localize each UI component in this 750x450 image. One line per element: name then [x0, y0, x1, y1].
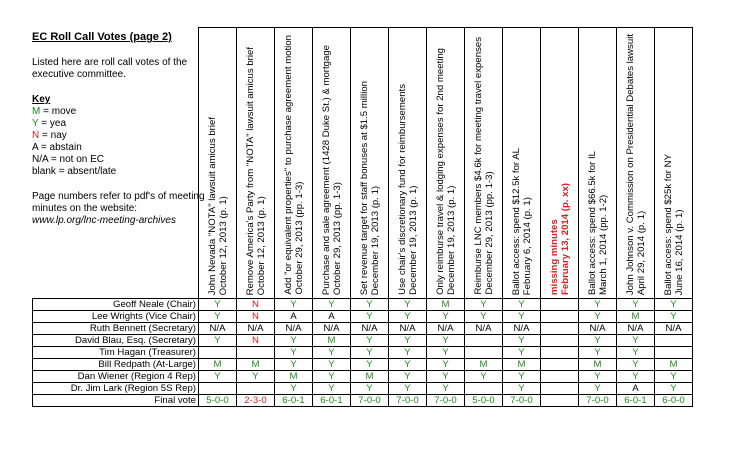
- vote-header: [617, 28, 655, 299]
- vote-cell: Y: [503, 311, 541, 323]
- vote-cell: Y: [389, 359, 427, 371]
- vote-cell: [199, 347, 237, 359]
- vote-title: [435, 46, 457, 295]
- vote-cell: N/A: [275, 323, 313, 335]
- vote-cell: [237, 347, 275, 359]
- vote-description: Only reimburse travel & lodging expenses for 2nd meeting: [434, 48, 446, 295]
- vote-description: Remove America's Party from "NOTA" lawsuit amicus brief: [244, 46, 256, 295]
- vote-title: [473, 35, 495, 295]
- vote-cell: Y: [313, 371, 351, 383]
- vote-header: [199, 28, 237, 299]
- vote-cell: [655, 347, 693, 359]
- vote-cell: Y: [579, 299, 617, 311]
- vote-cell: [541, 383, 579, 395]
- vote-cell: Y: [389, 299, 427, 311]
- vote-header: [351, 28, 389, 299]
- vote-cell: N/A: [655, 323, 693, 335]
- vote-cell: Y: [655, 299, 693, 311]
- vote-description: Ballot access: spend $12.5k for AL: [510, 147, 522, 295]
- vote-cell: Y: [389, 311, 427, 323]
- member-row: [33, 311, 693, 323]
- roll-call-table: [32, 27, 693, 407]
- key-meaning: yea: [49, 118, 67, 129]
- vote-cell: M: [655, 359, 693, 371]
- vote-cell: Y: [503, 383, 541, 395]
- key-symbol: Y: [32, 118, 39, 129]
- vote-cell: [541, 359, 579, 371]
- vote-title: [283, 33, 305, 295]
- vote-cell: Y: [351, 359, 389, 371]
- member-name: Bill Redpath (At-Large): [33, 359, 199, 371]
- member-row: [33, 347, 693, 359]
- vote-cell: Y: [199, 335, 237, 347]
- vote-date: December 29, 2013 (pp. 1-3): [483, 171, 495, 295]
- vote-cell: M: [617, 311, 655, 323]
- vote-date: April 29, 2014 (p. 1): [635, 210, 647, 295]
- vote-cell: Y: [465, 371, 503, 383]
- vote-title: [549, 181, 571, 295]
- vote-cell: Y: [199, 299, 237, 311]
- key-meaning: move: [51, 106, 77, 117]
- final-vote-tally: 5-0-0: [465, 395, 503, 407]
- vote-cell: Y: [389, 335, 427, 347]
- vote-description: Use chair's discretionary fund for reimbursements: [396, 84, 408, 295]
- member-row: [33, 371, 693, 383]
- vote-description: missing minutes: [548, 219, 560, 295]
- header-spacer: [33, 28, 199, 299]
- vote-cell: Y: [503, 347, 541, 359]
- key-meaning: nay: [50, 130, 67, 141]
- vote-header: [237, 28, 275, 299]
- header-row: [33, 28, 693, 299]
- vote-cell: Y: [351, 347, 389, 359]
- page-title: EC Roll Call Votes (page 2): [32, 31, 172, 43]
- vote-title: [207, 115, 229, 295]
- vote-cell: Y: [313, 299, 351, 311]
- vote-date: December 19, 2013 (p. 1): [407, 185, 419, 295]
- vote-cell: A: [313, 311, 351, 323]
- final-vote-tally: 6-0-0: [655, 395, 693, 407]
- vote-cell: [199, 383, 237, 395]
- vote-cell: Y: [427, 347, 465, 359]
- vote-cell: Y: [503, 371, 541, 383]
- final-vote-tally: 7-0-0: [503, 395, 541, 407]
- vote-date: October 12, 2013 (p. 1): [255, 195, 267, 295]
- vote-cell: A: [275, 311, 313, 323]
- vote-cell: N/A: [617, 323, 655, 335]
- vote-cell: Y: [313, 383, 351, 395]
- member-name: Tim Hagan (Treasurer): [33, 347, 199, 359]
- vote-cell: Y: [199, 371, 237, 383]
- vote-cell: M: [275, 371, 313, 383]
- vote-cell: [655, 335, 693, 347]
- vote-cell: Y: [617, 371, 655, 383]
- vote-cell: N/A: [427, 323, 465, 335]
- final-vote-tally: 6-0-1: [275, 395, 313, 407]
- vote-cell: M: [351, 371, 389, 383]
- vote-cell: [541, 311, 579, 323]
- vote-date: February 6, 2014 (p. 1): [521, 196, 533, 295]
- vote-cell: [541, 371, 579, 383]
- final-vote-tally: 7-0-0: [579, 395, 617, 407]
- vote-cell: [541, 335, 579, 347]
- vote-cell: Y: [351, 335, 389, 347]
- vote-header: [275, 28, 313, 299]
- vote-cell: Y: [351, 383, 389, 395]
- vote-cell: [541, 299, 579, 311]
- vote-cell: M: [313, 335, 351, 347]
- vote-date: February 13, 2014 (p. xx): [559, 183, 571, 295]
- vote-description: Set revenue target for staff bonuses at $1.5 million: [358, 80, 370, 295]
- key-separator: =: [38, 118, 50, 129]
- final-vote-tally: 7-0-0: [389, 395, 427, 407]
- vote-description: Purchase and sale agreement (1428 Duke St.) & mortgage: [320, 44, 332, 295]
- vote-cell: Y: [275, 347, 313, 359]
- key-meaning: absent/late: [67, 166, 117, 177]
- vote-cell: M: [199, 359, 237, 371]
- vote-header: [465, 28, 503, 299]
- vote-cell: Y: [579, 347, 617, 359]
- final-vote-tally: 6-0-1: [313, 395, 351, 407]
- member-row: [33, 299, 693, 311]
- member-row: [33, 359, 693, 371]
- vote-cell: Y: [275, 335, 313, 347]
- vote-cell: Y: [503, 299, 541, 311]
- vote-title: [663, 152, 685, 295]
- vote-cell: N/A: [351, 323, 389, 335]
- member-name: Ruth Bennett (Secretary): [33, 323, 199, 335]
- archive-url: www.lp.org/lnc-meeting-archives: [32, 215, 176, 226]
- vote-cell: [237, 383, 275, 395]
- vote-date: December 19, 2013 (p. 1): [369, 185, 381, 295]
- vote-cell: Y: [389, 371, 427, 383]
- member-name: Dan Wiener (Region 4 Rep): [33, 371, 199, 383]
- vote-cell: Y: [465, 299, 503, 311]
- vote-cell: Y: [655, 383, 693, 395]
- member-name: Dr. Jim Lark (Region 5S Rep): [33, 383, 199, 395]
- vote-date: March 1, 2014 (pp. 1-2): [597, 194, 609, 295]
- vote-cell: Y: [579, 335, 617, 347]
- key-separator: =: [38, 142, 50, 153]
- vote-title: [511, 146, 533, 295]
- vote-cell: Y: [237, 371, 275, 383]
- vote-description: John Johnson v. Commission on Presidential Debates lawsuit: [624, 33, 636, 295]
- vote-date: December 19, 2013 (p. 1): [445, 185, 457, 295]
- vote-header: [313, 28, 351, 299]
- vote-date: October 12, 2013 (p. 1): [217, 195, 229, 295]
- intro-text: Listed here are roll call votes of the executive committee.: [32, 57, 188, 80]
- final-vote-tally: 7-0-0: [351, 395, 389, 407]
- vote-cell: [465, 347, 503, 359]
- final-vote-tally: [541, 395, 579, 407]
- vote-cell: Y: [389, 347, 427, 359]
- key-meaning: abstain: [49, 142, 82, 153]
- member-name: Geoff Neale (Chair): [33, 299, 199, 311]
- vote-cell: Y: [617, 299, 655, 311]
- vote-title: [359, 79, 381, 295]
- final-vote-row: [33, 395, 693, 407]
- vote-title: [397, 82, 419, 295]
- member-row: [33, 323, 693, 335]
- vote-cell: Y: [465, 311, 503, 323]
- vote-cell: A: [617, 383, 655, 395]
- vote-title: [321, 43, 343, 295]
- vote-cell: Y: [427, 335, 465, 347]
- key-symbol: N: [32, 130, 40, 141]
- key-separator: =: [39, 130, 51, 141]
- vote-cell: N: [237, 335, 275, 347]
- member-row: [33, 335, 693, 347]
- vote-description: Reimburse LNC members $4.6k for meeting travel expenses: [472, 37, 484, 295]
- vote-cell: N/A: [389, 323, 427, 335]
- vote-cell: M: [465, 359, 503, 371]
- vote-cell: Y: [389, 383, 427, 395]
- vote-cell: Y: [275, 359, 313, 371]
- vote-header: [503, 28, 541, 299]
- vote-description: Ballot access: spend $66.5k for IL: [586, 151, 598, 295]
- vote-cell: [541, 347, 579, 359]
- vote-cell: N: [237, 311, 275, 323]
- vote-cell: Y: [617, 347, 655, 359]
- vote-date: October 29, 2013 (pp. 1-3): [293, 181, 305, 295]
- key-symbol: blank: [32, 166, 56, 177]
- vote-cell: Y: [427, 359, 465, 371]
- vote-cell: N/A: [199, 323, 237, 335]
- vote-cell: N/A: [579, 323, 617, 335]
- final-vote-tally: 5-0-0: [199, 395, 237, 407]
- vote-cell: M: [237, 359, 275, 371]
- vote-title: [625, 32, 647, 295]
- final-vote-label: Final vote: [33, 395, 199, 407]
- vote-cell: [465, 383, 503, 395]
- final-vote-tally: 6-0-1: [617, 395, 655, 407]
- vote-cell: [465, 335, 503, 347]
- vote-cell: N/A: [465, 323, 503, 335]
- vote-cell: Y: [503, 335, 541, 347]
- member-name: Lee Wrights (Vice Chair): [33, 311, 199, 323]
- vote-description: Add "or equivalent properties" to purchase agreement motion: [282, 35, 294, 295]
- key-separator: =: [40, 106, 52, 117]
- vote-date: June 16, 2014 (p. 1): [673, 209, 685, 295]
- vote-cell: [541, 323, 579, 335]
- key-symbol: M: [32, 106, 41, 117]
- vote-cell: Y: [199, 311, 237, 323]
- key-separator: =: [55, 166, 68, 177]
- vote-description: Ballot access: spend $25k for NY: [662, 153, 674, 295]
- vote-cell: Y: [579, 371, 617, 383]
- vote-cell: M: [427, 299, 465, 311]
- final-vote-tally: 2-3-0: [237, 395, 275, 407]
- key-symbol: A: [32, 142, 39, 153]
- key-symbol: N/A: [32, 154, 49, 165]
- vote-cell: Y: [313, 359, 351, 371]
- vote-cell: M: [579, 359, 617, 371]
- key-heading: Key: [32, 94, 51, 105]
- vote-cell: Y: [275, 383, 313, 395]
- vote-cell: Y: [579, 311, 617, 323]
- vote-header: [427, 28, 465, 299]
- member-name: David Blau, Esq. (Secretary): [33, 335, 199, 347]
- vote-cell: Y: [427, 311, 465, 323]
- vote-cell: Y: [579, 383, 617, 395]
- vote-cell: Y: [617, 335, 655, 347]
- page-note: Page numbers refer to pdf's of meeting minutes on the website:: [32, 191, 205, 214]
- vote-cell: N: [237, 299, 275, 311]
- vote-header: [389, 28, 427, 299]
- vote-date: October 29, 2013 (pp. 1-3): [331, 181, 343, 295]
- vote-cell: Y: [351, 311, 389, 323]
- vote-cell: M: [503, 359, 541, 371]
- vote-cell: Y: [427, 371, 465, 383]
- member-row: [33, 383, 693, 395]
- vote-cell: N/A: [503, 323, 541, 335]
- vote-cell: Y: [617, 359, 655, 371]
- vote-cell: Y: [313, 347, 351, 359]
- vote-header: [655, 28, 693, 299]
- vote-cell: Y: [655, 371, 693, 383]
- final-vote-tally: 7-0-0: [427, 395, 465, 407]
- key-meaning: not on EC: [59, 154, 105, 165]
- vote-cell: Y: [655, 311, 693, 323]
- vote-title: [245, 45, 267, 295]
- vote-cell: Y: [275, 299, 313, 311]
- vote-cell: Y: [351, 299, 389, 311]
- vote-cell: N/A: [313, 323, 351, 335]
- vote-cell: Y: [427, 383, 465, 395]
- key-separator: =: [48, 154, 60, 165]
- vote-cell: N/A: [237, 323, 275, 335]
- vote-description: John Nevada "NOTA" lawsuit amicus brief: [206, 116, 218, 295]
- vote-title: [587, 149, 609, 295]
- vote-header: [579, 28, 617, 299]
- vote-header: [541, 28, 579, 299]
